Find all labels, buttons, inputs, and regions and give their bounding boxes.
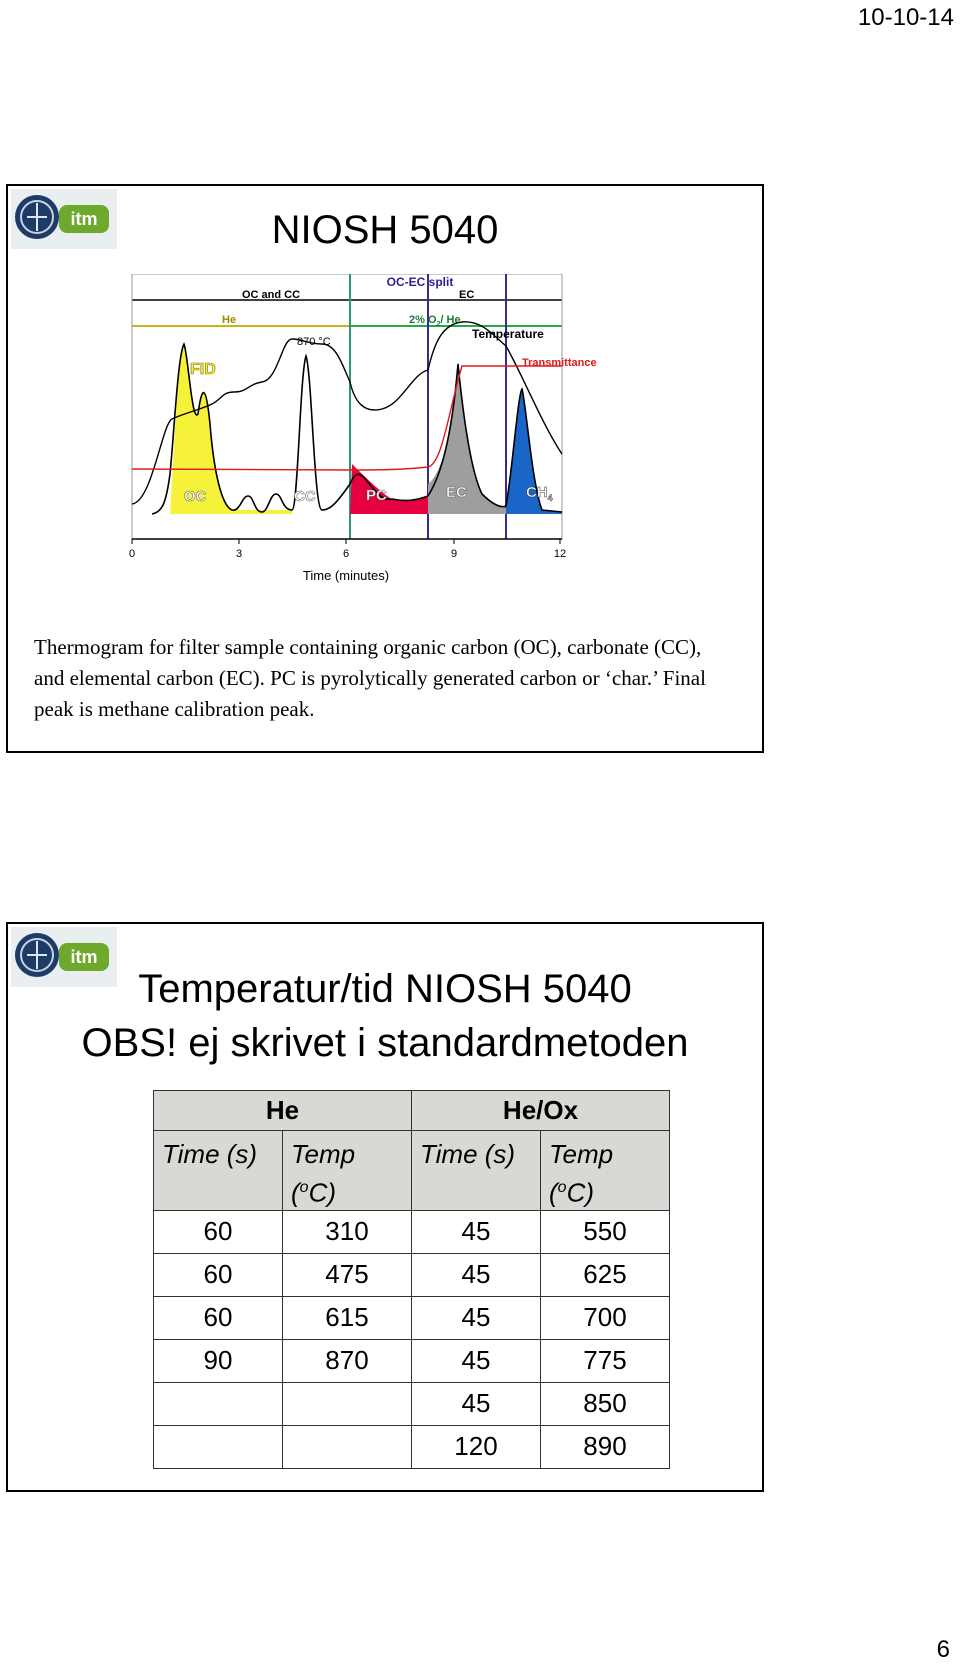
- x-ticks: [129, 539, 566, 560]
- table-cell: 45: [412, 1382, 541, 1425]
- x-tick-label: 9: [450, 548, 458, 560]
- itm-logo-text: itm: [70, 947, 98, 967]
- table-cell: [283, 1382, 412, 1425]
- ec-peak-label: EC: [446, 484, 467, 501]
- oc-cc-label: OC and CC: [242, 289, 301, 301]
- table-cell: 90: [154, 1339, 283, 1382]
- temp-870-label: 870 °C: [297, 336, 331, 348]
- page-number: 6: [936, 1636, 950, 1663]
- table-cell: 890: [541, 1425, 670, 1468]
- oc-peak-label: OC: [184, 488, 207, 505]
- x-tick-label: 12: [553, 548, 567, 560]
- itm-logo-text: itm: [70, 209, 98, 229]
- table-cell: [283, 1425, 412, 1468]
- table-cell: [154, 1425, 283, 1468]
- table-cell: 625: [541, 1253, 670, 1296]
- table-cell: 475: [283, 1253, 412, 1296]
- pc-peak-fill: [350, 464, 428, 514]
- table-cell: [154, 1382, 283, 1425]
- x-tick-label: 6: [342, 548, 350, 560]
- table-cell: 310: [283, 1210, 412, 1253]
- table-cell: 45: [412, 1339, 541, 1382]
- table-row: [154, 1339, 670, 1382]
- thermogram-figure: [122, 274, 662, 614]
- col-header-time: Time (s): [412, 1131, 541, 1211]
- pc-peak-label: PC: [366, 487, 387, 504]
- transmittance-label: Transmittance: [522, 357, 597, 369]
- table-cell: 120: [412, 1425, 541, 1468]
- group-header-he-ox: He/Ox: [412, 1091, 670, 1131]
- o2-he-label: 2% $O_2/$ He: [409, 314, 461, 328]
- table-cell: 60: [154, 1253, 283, 1296]
- table-cell: 60: [154, 1210, 283, 1253]
- table-row: [154, 1382, 670, 1425]
- table-cell: 700: [541, 1296, 670, 1339]
- oc-ec-split-label: OC-EC split: [386, 275, 454, 289]
- table-cell: 45: [412, 1296, 541, 1339]
- slide-temperature-time: [6, 922, 764, 1492]
- fid-label: FID: [190, 361, 216, 378]
- table-cell: 775: [541, 1339, 670, 1382]
- table-cell: 45: [412, 1210, 541, 1253]
- table-row: [154, 1425, 670, 1468]
- table-cell: 60: [154, 1296, 283, 1339]
- x-tick-label: 0: [128, 548, 136, 560]
- x-axis-title: Time (minutes): [302, 568, 390, 583]
- ch4-peak-label: $CH_4$: [526, 484, 553, 503]
- slide-title: NIOSH 5040: [271, 208, 499, 252]
- temperature-time-table: [153, 1090, 670, 1469]
- x-tick-label: 3: [235, 548, 243, 560]
- slide-title-line-1: Temperatur/tid NIOSH 5040: [138, 967, 632, 1011]
- page-date: 10-10-14: [857, 4, 954, 31]
- col-header-time: Time (s): [154, 1131, 283, 1211]
- group-header-he: He: [154, 1091, 412, 1131]
- slide-title: [8, 962, 762, 1070]
- col-header-temp: Temp ($^o$C): [283, 1131, 412, 1211]
- col-header-temp: Temp ($^o$C): [541, 1131, 670, 1211]
- table-cell: 615: [283, 1296, 412, 1339]
- table-row: [154, 1210, 670, 1253]
- temperature-label: Temperature: [472, 327, 544, 341]
- ec-label: EC: [459, 289, 475, 301]
- he-label: He: [222, 314, 237, 326]
- table-row: [154, 1253, 670, 1296]
- slide-niosh-thermogram: [6, 184, 764, 753]
- slide-title-line-2: OBS! ej skrivet i standardmetoden: [81, 1021, 689, 1065]
- cc-peak-label: CC: [294, 488, 316, 505]
- figure-caption: Thermogram for filter sample containing organic carbon (OC), carbonate (CC), and elemental carbon (EC). PC is pyrolytically generated carbon or ‘char.’ Final peak is methane calibration peak.: [34, 635, 706, 721]
- table-cell: 45: [412, 1253, 541, 1296]
- table-cell: 870: [283, 1339, 412, 1382]
- table-cell: 850: [541, 1382, 670, 1425]
- table-row: [154, 1296, 670, 1339]
- table-cell: 550: [541, 1210, 670, 1253]
